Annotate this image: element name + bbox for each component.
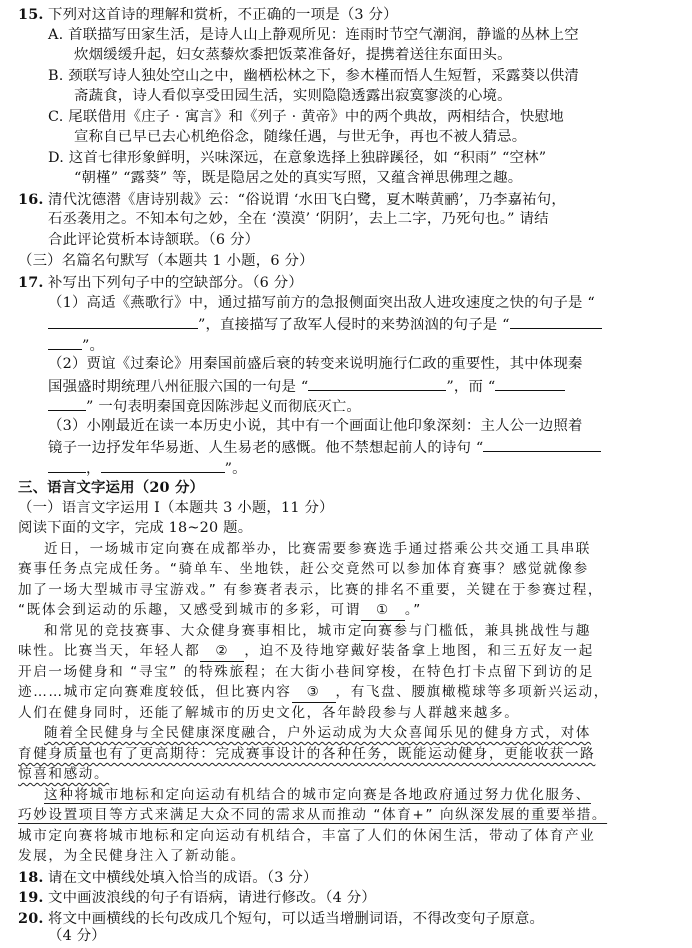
- q16-text-line3: 合此评论赏析本诗颔联。（6 分）: [48, 232, 260, 248]
- q17-p1-line3: [48, 335, 104, 356]
- q17-p3-text-c: ，: [86, 461, 101, 477]
- q17-p3-text-b: 镜子一边抒发年华易逝、人生易老的感慨。他不禁想起前人的诗句 “: [48, 440, 484, 456]
- q17-blank-5[interactable]: [483, 437, 601, 452]
- q17-p1-text-c: ”。: [82, 338, 105, 354]
- passage-p2-text-d: ，有飞盘、腰旗橄榄球等多项新兴运动，: [335, 684, 609, 700]
- wavy-sentence-line2: [18, 745, 595, 764]
- q20-text: 将文中画横线的长句改成几个短句，可以适当增删词语，不得改变句子原意。: [48, 911, 545, 927]
- q17-blank-1[interactable]: [48, 314, 198, 329]
- wavy-sentence-text-2: 育健身质量也有了更高期待：完成赛事设计的各种任务，既能运动健身，更能收获一路: [18, 746, 596, 762]
- q15-option-c-line2: 宣称自已早已去心机绝俗念，随缘任遇，与世无争，再也不被人猜忌。: [74, 129, 527, 145]
- underlined-sentence-line1: [44, 786, 591, 805]
- passage-p2-line4: [18, 683, 609, 703]
- passage-p1-line1: 近日，一场城市定向赛在成都举办，比赛需要参赛选手通过搭乘公共交通工具串联: [44, 541, 591, 557]
- q15-number: 15.: [18, 6, 44, 23]
- q17-blank-2a[interactable]: [510, 314, 602, 329]
- q16-line1: [18, 190, 566, 210]
- q16-text-line2: 石丞袭用之。不知本句之妙，全在 ‘漠漠’ ‘阴阴’，去上二字，乃死句也。” 请结: [48, 211, 549, 227]
- part-three-heading: 三、语言文字运用（20 分）: [18, 479, 205, 496]
- q17-p2-line2: [48, 376, 565, 397]
- q17-p1-line2: [48, 314, 602, 335]
- wavy-sentence-line1: [44, 724, 591, 743]
- blank-3[interactable]: ③: [292, 683, 336, 703]
- passage-p2-text-a: 味性。比赛当天，年轻人都: [18, 643, 201, 659]
- blank-2[interactable]: ②: [200, 642, 244, 662]
- underlined-sentence-text-2: 巧妙设置项目等方式来满足大众不同的需求从而推动 “体育+” 向纵深发展的重要举措。: [18, 807, 608, 823]
- section-three-heading: （三）名篇名句默写（本题共 1 小题，6 分）: [18, 253, 314, 269]
- passage-p1-line3: 加了一场大型城市寻宝游戏。” 有参赛者表示，比赛的排名不重要，关键在于参赛过程，: [18, 582, 604, 598]
- q17-p1-text-b: ”，直接描写了敌军人侵时的来势汹汹的句子是 “: [198, 317, 510, 333]
- q19-number: 19.: [18, 889, 44, 906]
- q15-option-d-line2: “朝槿” “露葵” 等，既是隐居之处的真实写照，又蕴含禅思佛理之趣。: [74, 170, 523, 186]
- q19-text: 文中画波浪线的句子有语病，请进行修改。（4 分）: [48, 890, 376, 906]
- q15-option-b-line1: B. 颈联写诗人独处空山之中，幽栖松林之下，参木槿而悟人生短暂，采露葵以供清: [48, 68, 579, 84]
- passage-p5-line2: 发展，为全民健身注入了新动能。: [18, 848, 246, 864]
- q20-points: （4 分）: [48, 928, 106, 944]
- q15-option-c-line1: C. 尾联借用《庄子 · 寓言》和《列子 · 黄帝》中的两个典故，两相结合，快慰地: [48, 109, 564, 125]
- q17-p3-line1: （3）小刚最近在读一本历史小说，其中有一个画面让他印象深刻：主人公一边照着: [48, 418, 583, 434]
- subsection-one-heading: （一）语言文字运用 Ⅰ（本题共 3 小题，11 分）: [18, 500, 334, 516]
- wavy-sentence-line3: [18, 765, 109, 784]
- q17-p3-text-d: ”。: [224, 461, 247, 477]
- q15-stem-line: [18, 5, 398, 25]
- q15-option-d-line1: D. 这首七律形象鲜明，兴味深远，在意象选择上独辟蹊径，如 “积雨” “空林”: [48, 150, 547, 166]
- q17-p2-text-b: 国强盛时期统理八州征服六国的一句是 “: [48, 379, 309, 395]
- q16-text-line1: 清代沈德潜《唐诗别裁》云：“俗说谓 ‘水田飞白鹭，夏木啭黄鹂’，乃李嘉祐句，: [48, 192, 566, 208]
- wavy-sentence-text-1: 随着全民健身与全民健康深度融合，户外运动成为大众喜闻乐见的健身方式，对体: [44, 725, 591, 741]
- passage-p2-line5: 人们在健身同时，还能了解城市的历史文化，各年龄段参与人群越来越多。: [18, 705, 520, 721]
- q17-p2-text-d: ” 一句表明秦国竟因陈涉起义而彻底灭亡。: [86, 399, 361, 415]
- q18-line: [18, 868, 318, 888]
- passage-p5-line1: 城市定向赛将城市地标和定向运动有机结合，丰富了人们的休闲生活，带动了体育产业: [18, 828, 596, 844]
- q17-stem: 补写出下列句子中的空缺部分。（6 分）: [48, 275, 303, 291]
- q17-number: 17.: [18, 274, 44, 291]
- q17-p2-text-c: ”，而 “: [446, 379, 496, 395]
- wavy-sentence-text-3: 惊喜和感动。: [18, 766, 110, 782]
- passage-p2-line3: 开启一场健身和 “寻宝” 的特殊旅程；在大街小巷间穿梭，在特色打卡点留下到访的足: [18, 664, 595, 680]
- q17-blank-4a[interactable]: [495, 376, 565, 391]
- q18-text: 请在文中横线处填入恰当的成语。（3 分）: [48, 870, 318, 886]
- q17-blank-2b[interactable]: [48, 335, 82, 350]
- q17-p2-line1: （2）贾谊《过秦论》用秦国前盛后衰的转变来说明施行仁政的重要性，其中体现秦: [48, 356, 583, 372]
- q17-stem-line: [18, 273, 303, 293]
- passage-p1-text-a: “既体会到运动的乐趣，又感受到城市的多彩，可谓: [18, 602, 361, 618]
- passage-p2-text-b: ，迫不及待地穿戴好装备拿上地图，和三五好友一起: [244, 643, 594, 659]
- blank-1[interactable]: ①: [361, 601, 405, 621]
- passage-p2-line2: [18, 642, 594, 662]
- passage-p2-text-c: 迹……城市定向赛难度较低，但比赛内容: [18, 684, 292, 700]
- reading-instruction: 阅读下面的文字，完成 18~20 题。: [18, 520, 253, 536]
- q15-stem: 下列对这首诗的理解和赏析，不正确的一项是（3 分）: [48, 7, 398, 23]
- q19-line: [18, 888, 376, 908]
- underlined-sentence-text-1: 这种将城市地标和定向运动有机结合的城市定向赛是各地政府通过努力优化服务、: [44, 787, 591, 803]
- q17-p3-line3: [48, 458, 247, 479]
- q17-p1-line1: （1）高适《燕歌行》中，通过描写前方的急报侧面突出敌人进攻速度之快的句子是 “: [48, 295, 595, 311]
- q17-p2-line3: [48, 396, 361, 417]
- q17-p3-line2: [48, 437, 601, 458]
- q15-option-b-line2: 斋蔬食，诗人看似享受田园生活，实则隐隐透露出寂寞寥淡的心境。: [74, 88, 512, 104]
- passage-p1-line2: 赛事任务点完成任务。“骑单车、坐地铁，赶公交竟然可以参加体育赛事？感觉就像参: [18, 561, 589, 577]
- passage-p1-line4: [18, 601, 422, 621]
- q15-option-a-line2: 炊烟缓缓升起，妇女蒸藜炊黍把饭菜准备好，提携着送往东面田头。: [74, 47, 512, 63]
- q16-number: 16.: [18, 191, 44, 208]
- q17-blank-5b[interactable]: [48, 458, 86, 473]
- q20-line: [18, 909, 544, 929]
- q20-number: 20.: [18, 910, 44, 927]
- passage-p1-text-b: 。”: [404, 602, 422, 618]
- q18-number: 18.: [18, 869, 44, 886]
- q17-blank-4b[interactable]: [48, 396, 86, 411]
- q15-option-a-line1: A. 首联描写田家生活，是诗人山上静观所见：连雨时节空气潮润，静谧的丛林上空: [48, 27, 579, 43]
- underlined-sentence-line2: [18, 806, 607, 825]
- q17-blank-3[interactable]: [308, 376, 446, 391]
- q17-blank-6[interactable]: [101, 458, 225, 473]
- passage-p2-line1: 和常见的竞技赛事、大众健身赛事相比，城市定向赛参与门槛低，兼具挑战性与趣: [44, 623, 591, 639]
